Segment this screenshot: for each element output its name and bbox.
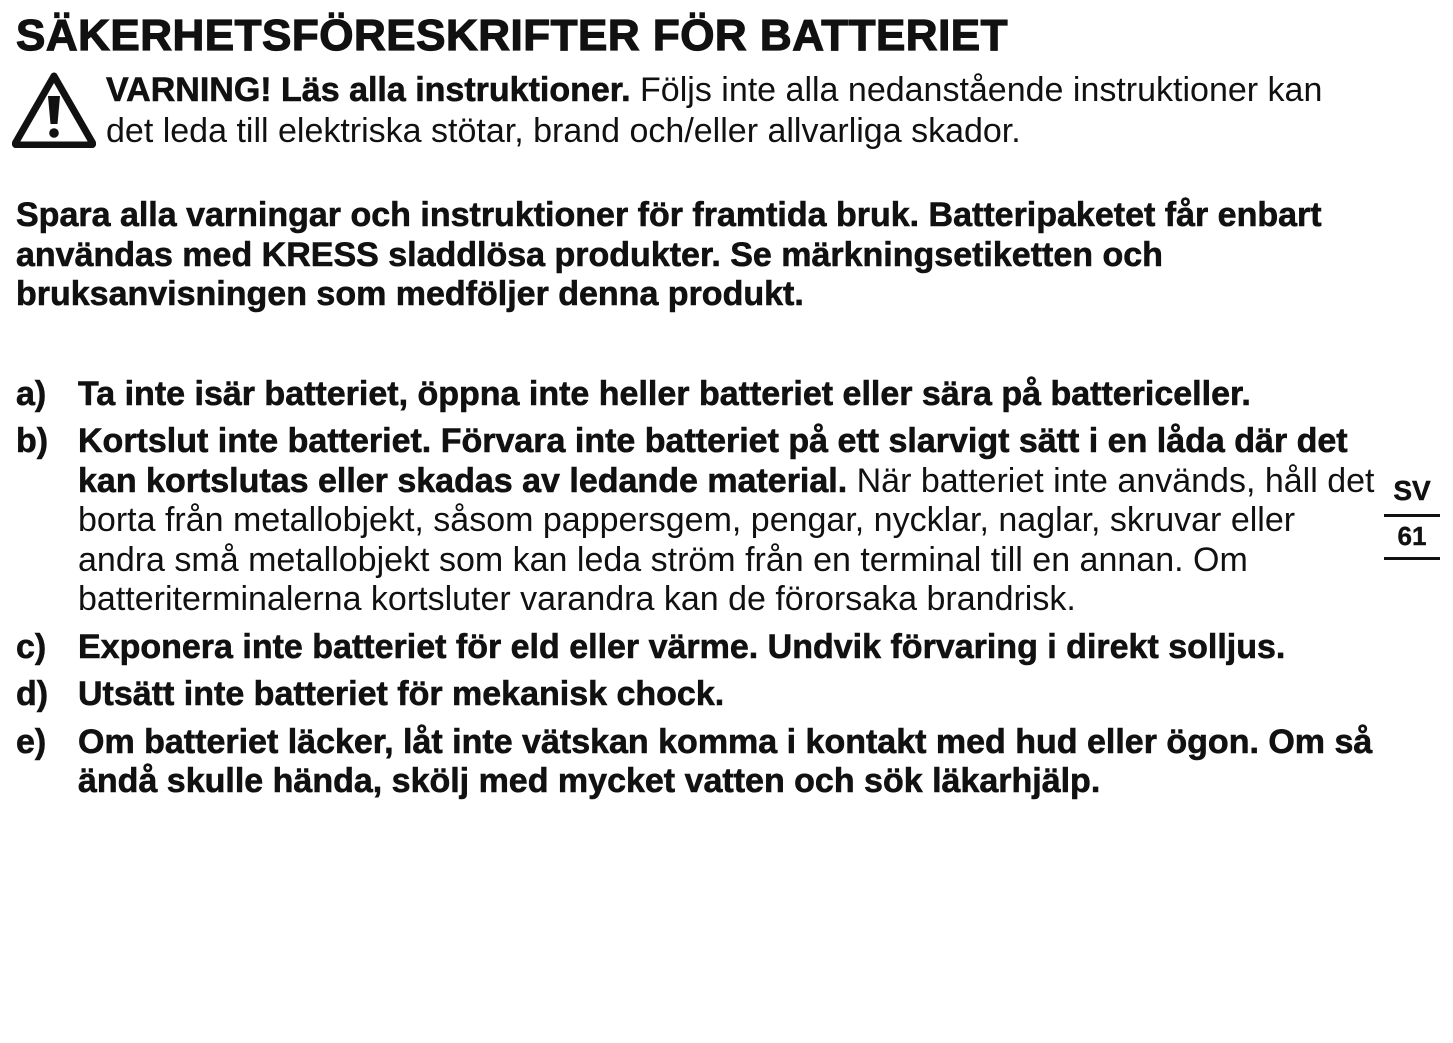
item-letter: b): [16, 422, 49, 460]
document-page: [16, 10, 1376, 802]
list-item: [16, 723, 1376, 802]
language-code: SV: [1393, 475, 1431, 506]
item-bold-text: Exponera inte batteriet för eld eller värme. Undvik förvaring i direkt solljus.: [78, 627, 1286, 666]
item-letter: c): [16, 627, 47, 666]
warning-heading: VARNING! Läs alla instruktioner.: [106, 71, 631, 109]
item-bold-text: Utsätt inte batteriet för mekanisk chock.: [78, 675, 725, 713]
list-item: [16, 675, 1376, 715]
page-marker: [1384, 474, 1440, 564]
item-bold-text: Om batteriet läcker, låt inte vätskan komma i kontakt med hud eller ögon. Om så ändå skulle hända, skölj med mycket vatten och sök läkarhjälp.: [78, 722, 1373, 800]
warning-text: Följs inte alla nedanstående instruktioner kan det leda till elektriska stötar, brand och/eller allvarliga skador.: [106, 71, 1323, 150]
item-letter: e): [16, 722, 47, 761]
warning-block: [16, 70, 1376, 152]
item-letter: d): [16, 675, 49, 713]
item-bold-text: Kortslut inte batteriet. Förvara inte batteriet på ett slarvigt sätt i en låda där det kan kortslutas eller skadas av ledande material.: [78, 422, 1348, 500]
list-item: [16, 628, 1376, 668]
save-instructions-text: Spara alla varningar och instruktioner för framtida bruk. Batteripaketet får enbart användas med KRESS sladdlösa produkter. Se märkningsetiketten och bruksanvisningen som medföljer denna produkt.: [16, 196, 1322, 313]
safety-list: [16, 375, 1376, 802]
item-bold-text: Ta inte isär batteriet, öppna inte heller batteriet eller sära på battericeller.: [78, 374, 1251, 413]
item-letter: a): [16, 374, 47, 413]
page-number: 61: [1397, 521, 1427, 551]
item-text: När batteriet inte används, håll det borta från metallobjekt, såsom pappersgem, pengar, nycklar, naglar, skruvar eller andra små metallobjekt som kan leda ström från en terminal till en annan. Om batteriterminalerna kortsluter varandra kan de förorsaka brandrisk.: [78, 461, 1375, 618]
item-body: [78, 723, 1376, 802]
divider: [1384, 514, 1440, 517]
item-body: [78, 628, 1376, 668]
page-title: SÄKERHETSFÖRESKRIFTER FÖR BATTERIET: [16, 11, 1009, 60]
list-item: [16, 422, 1376, 620]
list-item: [16, 375, 1376, 415]
item-body: [78, 422, 1376, 620]
item-body: [78, 375, 1376, 415]
item-body: [78, 675, 1376, 715]
divider: [1384, 557, 1440, 560]
warning-triangle-icon: [12, 72, 96, 148]
